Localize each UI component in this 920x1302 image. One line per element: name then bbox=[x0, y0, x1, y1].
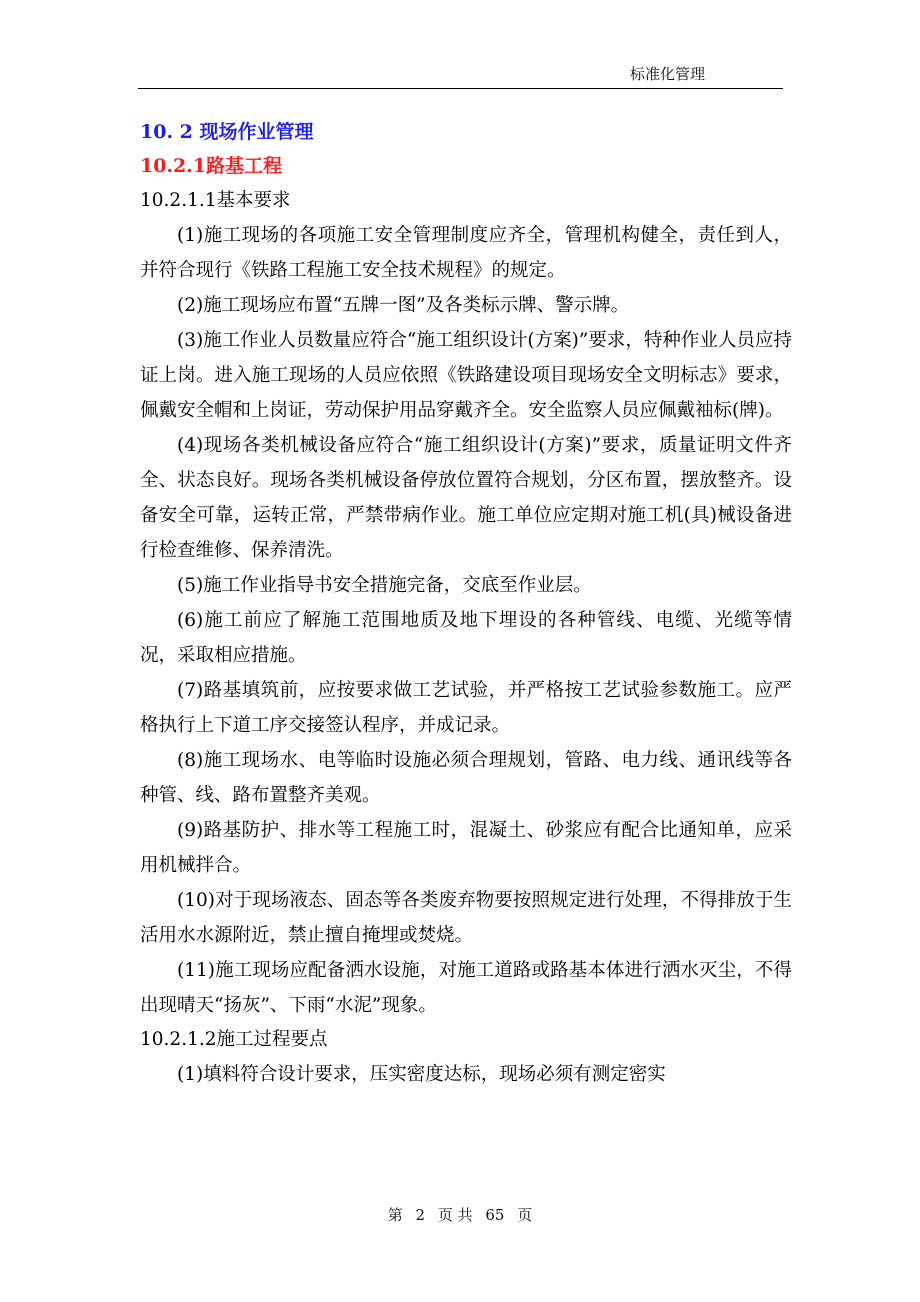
footer-current-page: 2 bbox=[415, 1206, 426, 1224]
paragraph-1: (1)施工现场的各项施工安全管理制度应齐全，管理机构健全，责任到人，并符合现行《铁路工程施工安全技术规程》的规定。 bbox=[140, 225, 792, 281]
paragraph-9: (9)路基防护、排水等工程施工时，混凝土、砂浆应有配合比通知单，应采用机械拌合。 bbox=[140, 820, 792, 876]
subsection-heading: 10.2.1路基工程 bbox=[140, 155, 283, 177]
sub2-paragraph-1: (1)填料符合设计要求，压实密度达标，现场必须有测定密实 bbox=[177, 1064, 666, 1085]
paragraph-11: (11)施工现场应配备洒水设施，对施工道路或路基本体进行洒水灭尘，不得出现晴天“扬灰”、下雨“水泥”现象。 bbox=[140, 960, 792, 1016]
footer-suffix: 页 bbox=[517, 1206, 533, 1224]
paragraph-4: (4)现场各类机械设备应符合“施工组织设计(方案)”要求，质量证明文件齐全、状态良好。现场各类机械设备停放位置符合规划，分区布置，摆放整齐。设备安全可靠，运转正常，严禁带病作业。施工单位应定期对施工机(具)械设备进行检查维修、保养清洗。 bbox=[140, 435, 792, 561]
page-footer bbox=[0, 1205, 920, 1225]
section-heading: 10. 2 现场作业管理 bbox=[140, 121, 314, 143]
paragraph-10: (10)对于现场液态、固态等各类废弃物要按照规定进行处理，不得排放于生活用水水源附近，禁止擅自掩埋或焚烧。 bbox=[140, 890, 792, 946]
header-divider bbox=[138, 88, 783, 89]
paragraph-8: (8)施工现场水、电等临时设施必须合理规划，管路、电力线、通讯线等各种管、线、路布置整齐美观。 bbox=[140, 750, 792, 806]
document-body bbox=[140, 115, 792, 1092]
paragraph-2: (2)施工现场应布置“五牌一图”及各类标示牌、警示牌。 bbox=[177, 295, 630, 316]
paragraph-3: (3)施工作业人员数量应符合“施工组织设计(方案)”要求，特种作业人员应持证上岗。进入施工现场的人员应依照《铁路建设项目现场安全文明标志》要求，佩戴安全帽和上岗证，劳动保护用品穿戴齐全。安全监察人员应佩戴袖标(牌)。 bbox=[140, 330, 792, 421]
footer-total-pages: 65 bbox=[485, 1206, 505, 1224]
page-header-title: 标准化管理 bbox=[630, 65, 706, 83]
paragraph-7: (7)路基填筑前，应按要求做工艺试验，并严格按工艺试验参数施工。应严格执行上下道工序交接签认程序，并成记录。 bbox=[140, 680, 792, 736]
sub2-title: 10.2.1.2施工过程要点 bbox=[140, 1029, 328, 1050]
paragraph-5: (5)施工作业指导书安全措施完备，交底至作业层。 bbox=[177, 575, 592, 596]
paragraph-6: (6)施工前应了解施工范围地质及地下埋设的各种管线、电缆、光缆等情况，采取相应措施。 bbox=[140, 610, 792, 666]
footer-prefix: 第 bbox=[387, 1206, 403, 1224]
sub1-title: 10.2.1.1基本要求 bbox=[140, 190, 291, 211]
footer-middle: 页 共 bbox=[437, 1206, 473, 1224]
